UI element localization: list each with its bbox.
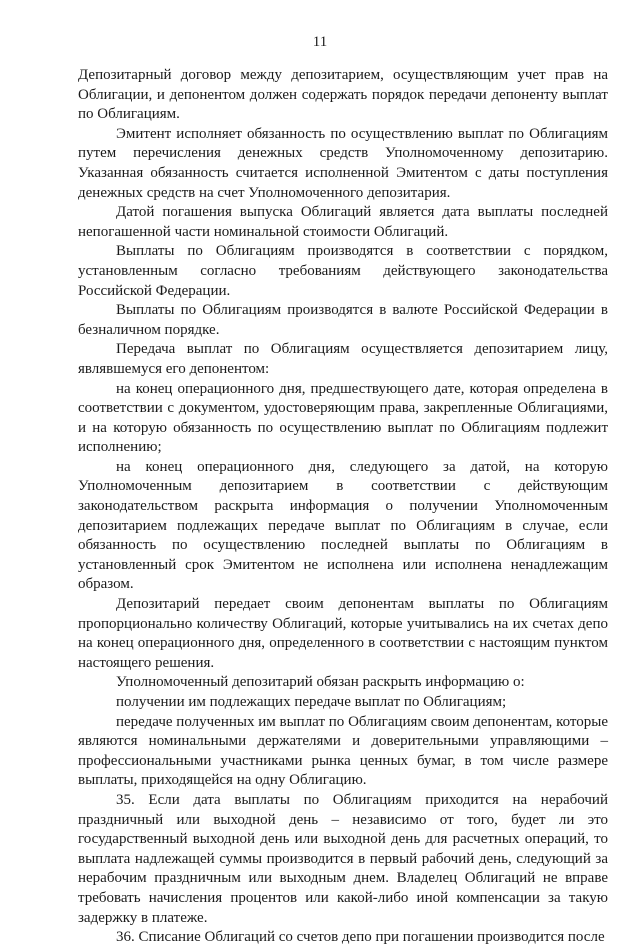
paragraph: на конец операционного дня, предшествующего дате, которая определена в соответствии с документом, удостоверяющим права, закрепленные Облигациями, и на которую обязанность по осуществлению выплат по Облигациям подлежит исполнению; [78,380,608,456]
paragraph: Депозитарный договор между депозитарием, осуществляющим учет прав на Облигации, и депонентом должен содержать порядок передачи депоненту выплат по Облигациям. [78,67,608,123]
paragraph: Уполномоченный депозитарий обязан раскрыть информацию о: [116,674,525,691]
paragraph: Датой погашения выпуска Облигаций является дата выплаты последней непогашенной части номинальной стоимости Облигаций. [78,204,608,240]
paragraph: Эмитент исполняет обязанность по осуществлению выплат по Облигациям путем перечисления денежных средств Уполномоченному депозитарию. Указанная обязанность считается исполненной Эмитентом с даты поступления денежных средств на счет Уполномоченного депозитария. [78,125,608,201]
paragraph: на конец операционного дня, следующего за датой, на которую Уполномоченным депозитарием в соответствии с действующим законодательством раскрыта информация о получении Уполномоченным депозитарием подлежащих передаче выплат по Облигациям в случае, если обязанность по осуществлению последней выплаты по Облигациям в установленный срок Эмитентом не исполнена или исполнена ненадлежащим образом. [78,458,608,593]
paragraph: передаче полученных им выплат по Облигациям своим депонентам, которые являются номинальными держателями и доверительными управляющими – профессиональными участниками рынка ценных бумаг, в том числе размере выплаты, приходящейся на одну Облигацию. [78,713,608,789]
paragraph: Выплаты по Облигациям производятся в валюте Российской Федерации в безналичном порядке. [78,302,608,338]
page-number: 11 [312,34,328,50]
paragraph: Передача выплат по Облигациям осуществляется депозитарием лицу, являвшемуся его депонентом: [78,341,608,377]
paragraph: Выплаты по Облигациям производятся в соответствии с порядком, установленным согласно требованиям действующего законодательства Российской Федерации. [78,243,608,299]
paragraph: Депозитарий передает своим депонентам выплаты по Облигациям пропорционально количеству Облигаций, которые учитывались на их счетах депо на конец операционного дня, определенного в соответствии с настоящим пунктом настоящего решения. [78,596,608,671]
paragraph: 35. Если дата выплаты по Облигациям приходится на нерабочий праздничный или выходной день – независимо от того, будет ли это государственный выходной день или выходной день для расчетных операций, то выплата надлежащей суммы производится в первый рабочий день, следующий за нерабочим праздничным или выходным днем. Владелец Облигаций не вправе требовать начисления процентов или какой-либо иной компенсации за такую задержку в платеже. [78,791,608,926]
document-body [78,66,608,948]
paragraph: получении им подлежащих передаче выплат по Облигациям; [116,694,507,710]
paragraph: 36. Списание Облигаций со счетов депо при погашении производится после [116,929,605,946]
